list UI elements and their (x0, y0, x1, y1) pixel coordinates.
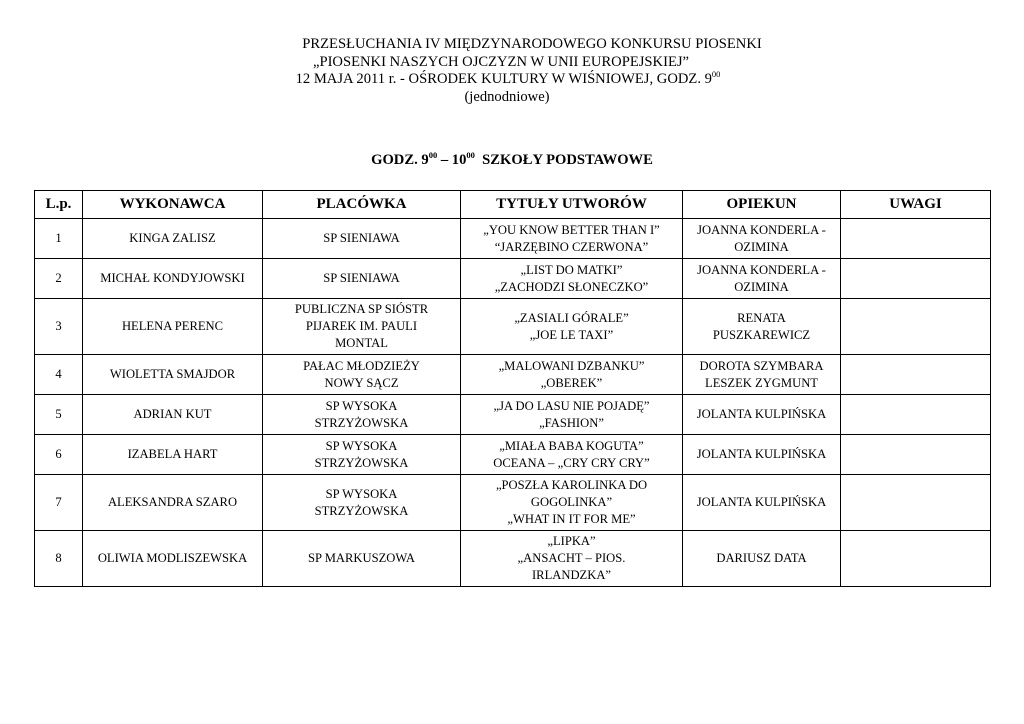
section-heading (0, 152, 1024, 169)
cell-line: OCEANA – „CRY CRY CRY” (493, 455, 650, 470)
cell-performer: WIOLETTA SMAJDOR (83, 355, 263, 395)
cell-line: RENATA (737, 310, 786, 325)
table-row (35, 219, 991, 259)
cell-performer: KINGA ZALISZ (83, 219, 263, 259)
cell-tutor (683, 475, 841, 531)
cell-line: PIJAREK IM. PAULI (305, 319, 418, 333)
cell-performer: OLIWIA MODLISZEWSKA (83, 531, 263, 587)
header-note: (jednodniowe) (464, 88, 550, 105)
cell-line: JOLANTA KULPIŃSKA (696, 447, 827, 461)
table-row (35, 531, 991, 587)
cell-line: „OBEREK” (540, 375, 603, 390)
cell-line: OZIMINA (734, 279, 789, 294)
cell-notes (841, 299, 991, 355)
cell-titles (461, 355, 683, 395)
cell-line: „JA DO LASU NIE POJADĘ” (493, 398, 650, 413)
cell-lp: 1 (35, 219, 83, 259)
column-header-titles: TYTUŁY UTWORÓW (461, 191, 683, 219)
cell-line: DARIUSZ DATA (716, 551, 807, 565)
table-row (35, 259, 991, 299)
cell-performer: IZABELA HART (83, 435, 263, 475)
cell-institution (263, 395, 461, 435)
cell-line: LESZEK ZYGMUNT (705, 375, 818, 390)
cell-line: „LIPKA” (547, 534, 596, 548)
cell-institution (263, 259, 461, 299)
cell-titles (461, 259, 683, 299)
cell-line: SP MARKUSZOWA (308, 551, 415, 565)
cell-notes (841, 435, 991, 475)
cell-notes (841, 355, 991, 395)
cell-tutor (683, 219, 841, 259)
header-title-line: PRZESŁUCHANIA IV MIĘDZYNARODOWEGO KONKURSU PIOSENKI (302, 36, 762, 52)
table-header-row (35, 191, 991, 219)
cell-performer: ADRIAN KUT (83, 395, 263, 435)
cell-tutor (683, 299, 841, 355)
cell-line: SP WYSOKA (325, 398, 398, 413)
cell-lp: 2 (35, 259, 83, 299)
section-sup-end: 00 (466, 150, 475, 160)
cell-line: „ANSACHT – PIOS. (517, 551, 626, 565)
cell-line: „LIST DO MATKI” (520, 262, 623, 277)
cell-institution (263, 355, 461, 395)
cell-line: PUBLICZNA SP SIÓSTR (294, 302, 429, 316)
table-body (35, 219, 991, 587)
cell-line: PUSZKAREWICZ (712, 327, 811, 342)
section-sup-start: 00 (428, 150, 438, 160)
cell-line: „JOE LE TAXI” (529, 327, 614, 342)
cell-line: „FASHION” (539, 415, 604, 430)
cell-performer: MICHAŁ KONDYJOWSKI (83, 259, 263, 299)
cell-line: STRZYŻOWSKA (314, 503, 409, 518)
cell-lp: 8 (35, 531, 83, 587)
cell-institution (263, 219, 461, 259)
header-time-sup: 00 (711, 69, 721, 79)
cell-line: IRLANDZKA” (531, 568, 612, 582)
cell-tutor (683, 355, 841, 395)
cell-line: „MIAŁA BABA KOGUTA” (499, 438, 644, 453)
table-row (35, 355, 991, 395)
cell-tutor (683, 531, 841, 587)
column-header-notes: UWAGI (841, 191, 991, 219)
document-header (0, 36, 1024, 106)
cell-titles (461, 531, 683, 587)
cell-line: „YOU KNOW BETTER THAN I” (483, 222, 660, 237)
cell-tutor (683, 435, 841, 475)
cell-line: GOGOLINKA” (530, 495, 613, 509)
cell-notes (841, 219, 991, 259)
cell-lp: 6 (35, 435, 83, 475)
cell-line: JOLANTA KULPIŃSKA (696, 407, 827, 421)
cell-institution (263, 435, 461, 475)
cell-line: „WHAT IN IT FOR ME” (507, 512, 636, 526)
cell-line: SP SIENIAWA (323, 271, 400, 285)
cell-performer: HELENA PERENC (83, 299, 263, 355)
cell-line: OZIMINA (734, 239, 789, 254)
cell-notes (841, 395, 991, 435)
cell-lp: 7 (35, 475, 83, 531)
cell-lp: 4 (35, 355, 83, 395)
column-header-performer: WYKONAWCA (83, 191, 263, 219)
cell-line: JOANNA KONDERLA - (697, 262, 826, 277)
cell-institution (263, 299, 461, 355)
section-suffix: SZKOŁY PODSTAWOWE (474, 152, 653, 168)
cell-titles (461, 475, 683, 531)
cell-line: DOROTA SZYMBARA (699, 358, 824, 373)
header-date-text: 12 MAJA 2011 r. - OŚRODEK KULTURY W WIŚNIOWEJ, GODZ. 9 (295, 71, 712, 87)
cell-tutor (683, 259, 841, 299)
column-header-tutor: OPIEKUN (683, 191, 841, 219)
cell-institution (263, 475, 461, 531)
column-header-lp: L.p. (35, 191, 83, 219)
cell-institution (263, 531, 461, 587)
performers-table (34, 190, 991, 587)
section-middle: – 10 (437, 152, 467, 168)
cell-line: SP WYSOKA (325, 438, 398, 453)
cell-line: PAŁAC MŁODZIEŻY (303, 358, 420, 373)
cell-titles (461, 395, 683, 435)
cell-titles (461, 219, 683, 259)
cell-titles (461, 299, 683, 355)
cell-line: „ZACHODZI SŁONECZKO” (494, 279, 649, 294)
cell-line: MONTAL (335, 336, 388, 350)
cell-notes (841, 531, 991, 587)
cell-line: STRZYŻOWSKA (314, 455, 409, 470)
header-date-location (0, 71, 1024, 89)
cell-performer: ALEKSANDRA SZARO (83, 475, 263, 531)
cell-line: „MALOWANI DZBANKU” (498, 358, 645, 373)
cell-line: „POSZŁA KAROLINKA DO (495, 478, 648, 492)
cell-lp: 3 (35, 299, 83, 355)
cell-titles (461, 435, 683, 475)
cell-line: SP WYSOKA (325, 486, 398, 501)
cell-line: SP SIENIAWA (323, 231, 400, 245)
cell-notes (841, 475, 991, 531)
cell-line: NOWY SĄCZ (324, 375, 399, 390)
table-row (35, 299, 991, 355)
cell-notes (841, 259, 991, 299)
cell-lp: 5 (35, 395, 83, 435)
table-row (35, 435, 991, 475)
column-header-institution: PLACÓWKA (263, 191, 461, 219)
table-row (35, 475, 991, 531)
header-contest-name: „PIOSENKI NASZYCH OJCZYZN W UNII EUROPEJSKIEJ” (312, 53, 690, 70)
table-row (35, 395, 991, 435)
cell-line: “JARZĘBINO CZERWONA” (494, 239, 649, 254)
section-prefix: GODZ. 9 (371, 152, 429, 168)
cell-line: „ZASIALI GÓRALE” (514, 310, 629, 325)
cell-tutor (683, 395, 841, 435)
cell-line: JOLANTA KULPIŃSKA (696, 495, 827, 509)
cell-line: JOANNA KONDERLA - (697, 222, 826, 237)
cell-line: STRZYŻOWSKA (314, 415, 409, 430)
